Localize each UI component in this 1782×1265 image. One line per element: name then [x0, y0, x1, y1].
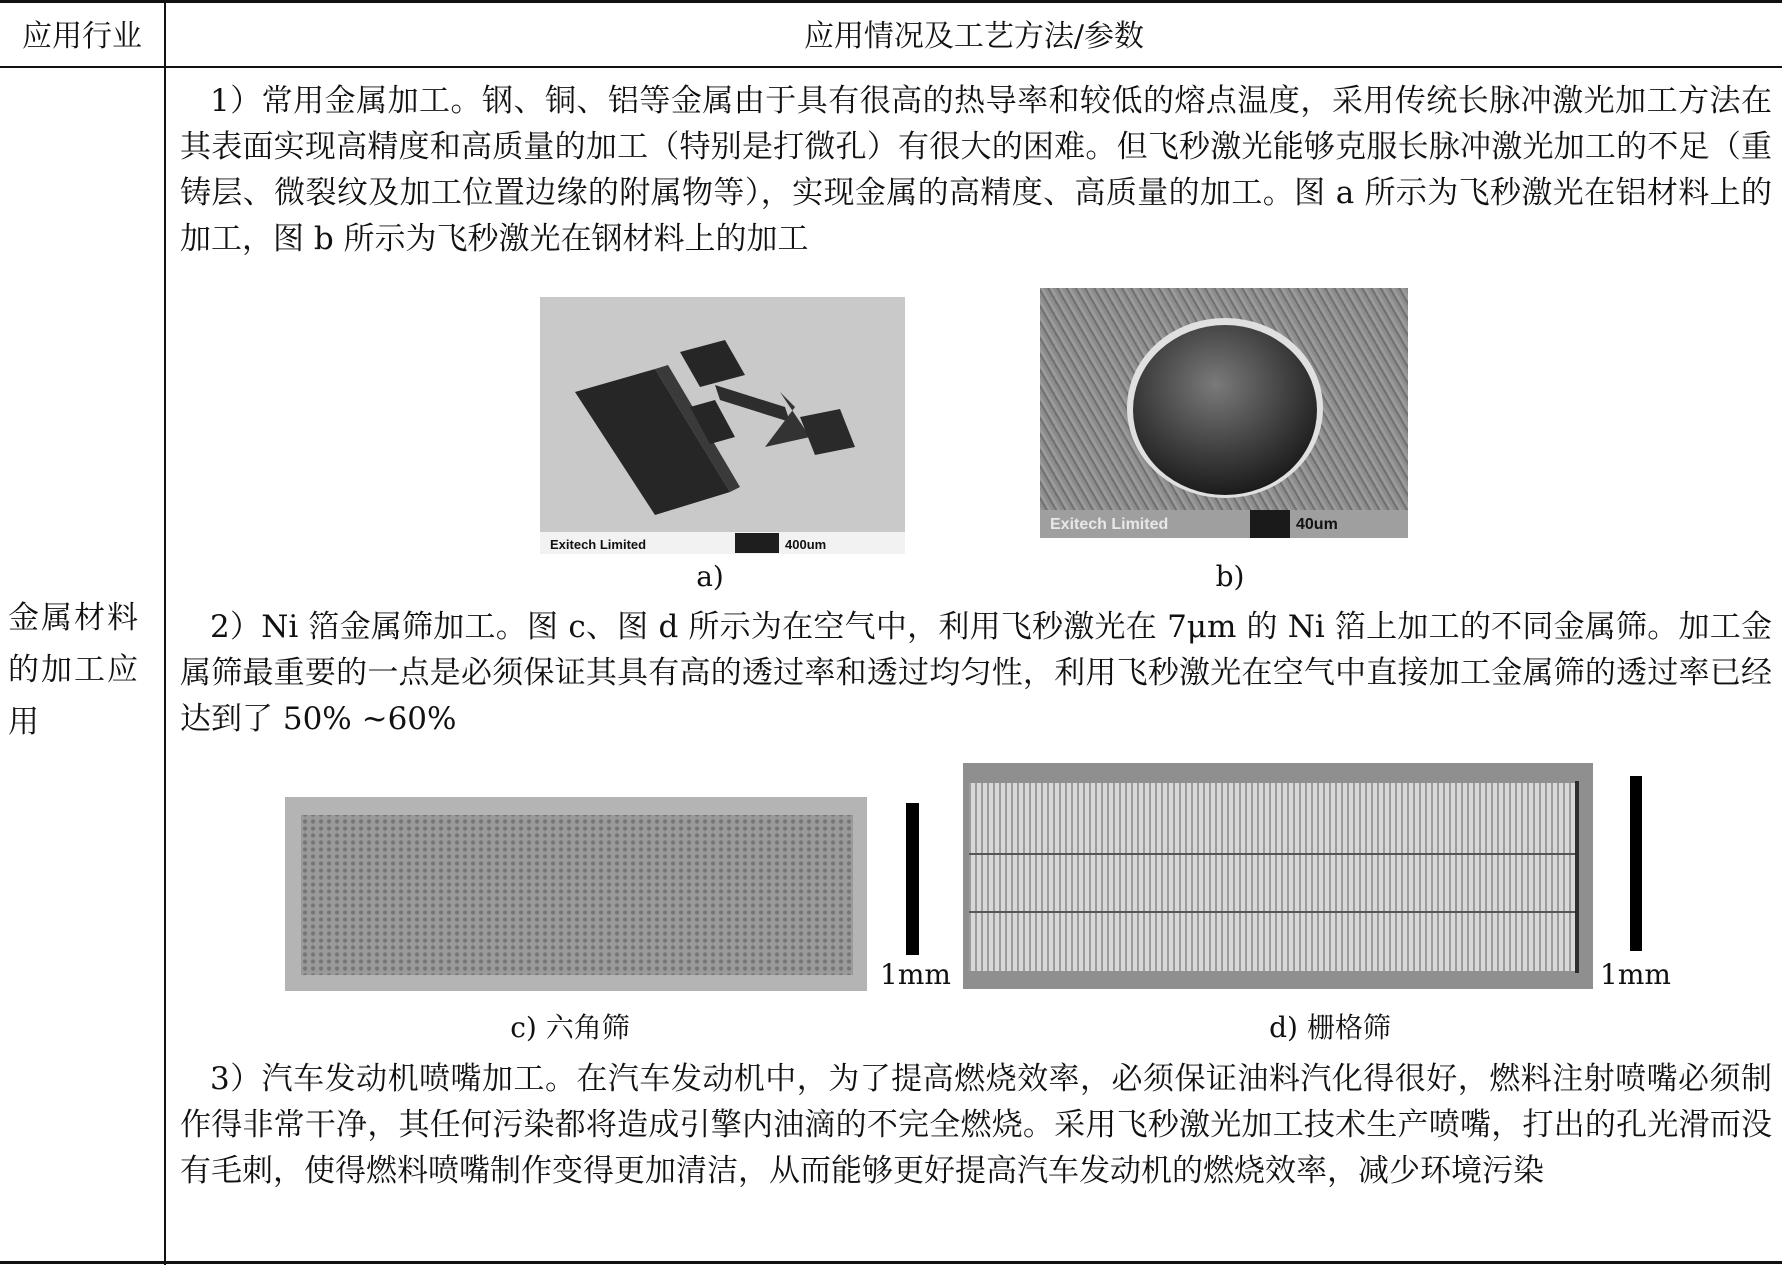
figure-a-image: [540, 297, 905, 554]
figure-d-caption: d) 栅格筛: [1269, 1011, 1391, 1044]
figure-d-image: [963, 763, 1593, 989]
figure-c-caption: c) 六角筛: [510, 1011, 630, 1044]
figure-d-scale-label: 1mm: [1600, 958, 1671, 991]
figure-a-scale: 400um: [785, 537, 827, 552]
figure-c-scale-label: 1mm: [880, 958, 951, 991]
figure-c-image: [285, 797, 867, 991]
column-divider: [164, 0, 166, 1265]
figure-b-image: [1040, 288, 1408, 538]
figure-c-scale-bar: [906, 803, 919, 955]
figure-a-micrograph: [540, 297, 905, 554]
figure-a-caption: a): [696, 560, 724, 593]
figure-a-watermark: Exitech Limited: [550, 537, 647, 552]
table-bottom-border: [0, 1261, 1782, 1264]
figure-b-watermark: Exitech Limited: [1050, 516, 1169, 533]
figure-c-hex-screen: [285, 797, 867, 991]
paragraph-1-text: 1）常用金属加工。钢、铜、铝等金属由于具有很高的热导率和较低的熔点温度，采用传统长脉冲激光加工方法在其表面实现高精度和高质量的加工（特别是打微孔）有很大的困难。但飞秒激光能够克服长脉冲激光加工的不足（重铸层、微裂纹及加工位置边缘的附属物等），实现金属的高精度、高质量的加工。图 a 所示为飞秒激光在铝材料上的加工，图 b 所示为飞秒激光在钢材料上的加工: [180, 83, 1772, 257]
figure-b-caption: b): [1215, 560, 1245, 593]
figure-d-grid-screen: [963, 763, 1593, 989]
figure-b-micrograph: [1040, 288, 1408, 538]
header-industry: 应用行业: [22, 19, 142, 54]
paragraph-3-text: 3）汽车发动机喷嘴加工。在汽车发动机中，为了提高燃烧效率，必须保证油料汽化得很好，燃料注射喷嘴必须制作得非常干净，其任何污染都将造成引擎内油滴的不完全燃烧。采用飞秒激光加工技术生产喷嘴，打出的孔光滑而没有毛刺，使得燃料喷嘴制作变得更加清洁，从而能够更好提高汽车发动机的燃烧效率，减少环境污染: [180, 1061, 1772, 1189]
paragraph-1: [180, 78, 1772, 262]
paragraph-2-text: 2）Ni 箔金属筛加工。图 c、图 d 所示为在空气中，利用飞秒激光在 7μm 的 Ni 箔上加工的不同金属筛。加工金属筛最重要的一点是必须保证其具有高的透过率和透过均匀性，利用飞秒激光在空气中直接加工金属筛的透过率已经达到了 50% ~60%: [180, 609, 1772, 737]
header-application: 应用情况及工艺方法/参数: [803, 19, 1145, 54]
figure-b-scale: 40um: [1296, 516, 1338, 533]
header-divider: [0, 66, 1782, 68]
paragraph-3: [180, 1056, 1772, 1194]
paragraph-2: [180, 604, 1772, 742]
industry-label: 金属材料的加工应用: [8, 600, 140, 740]
figure-d-scale-bar: [1630, 776, 1642, 951]
